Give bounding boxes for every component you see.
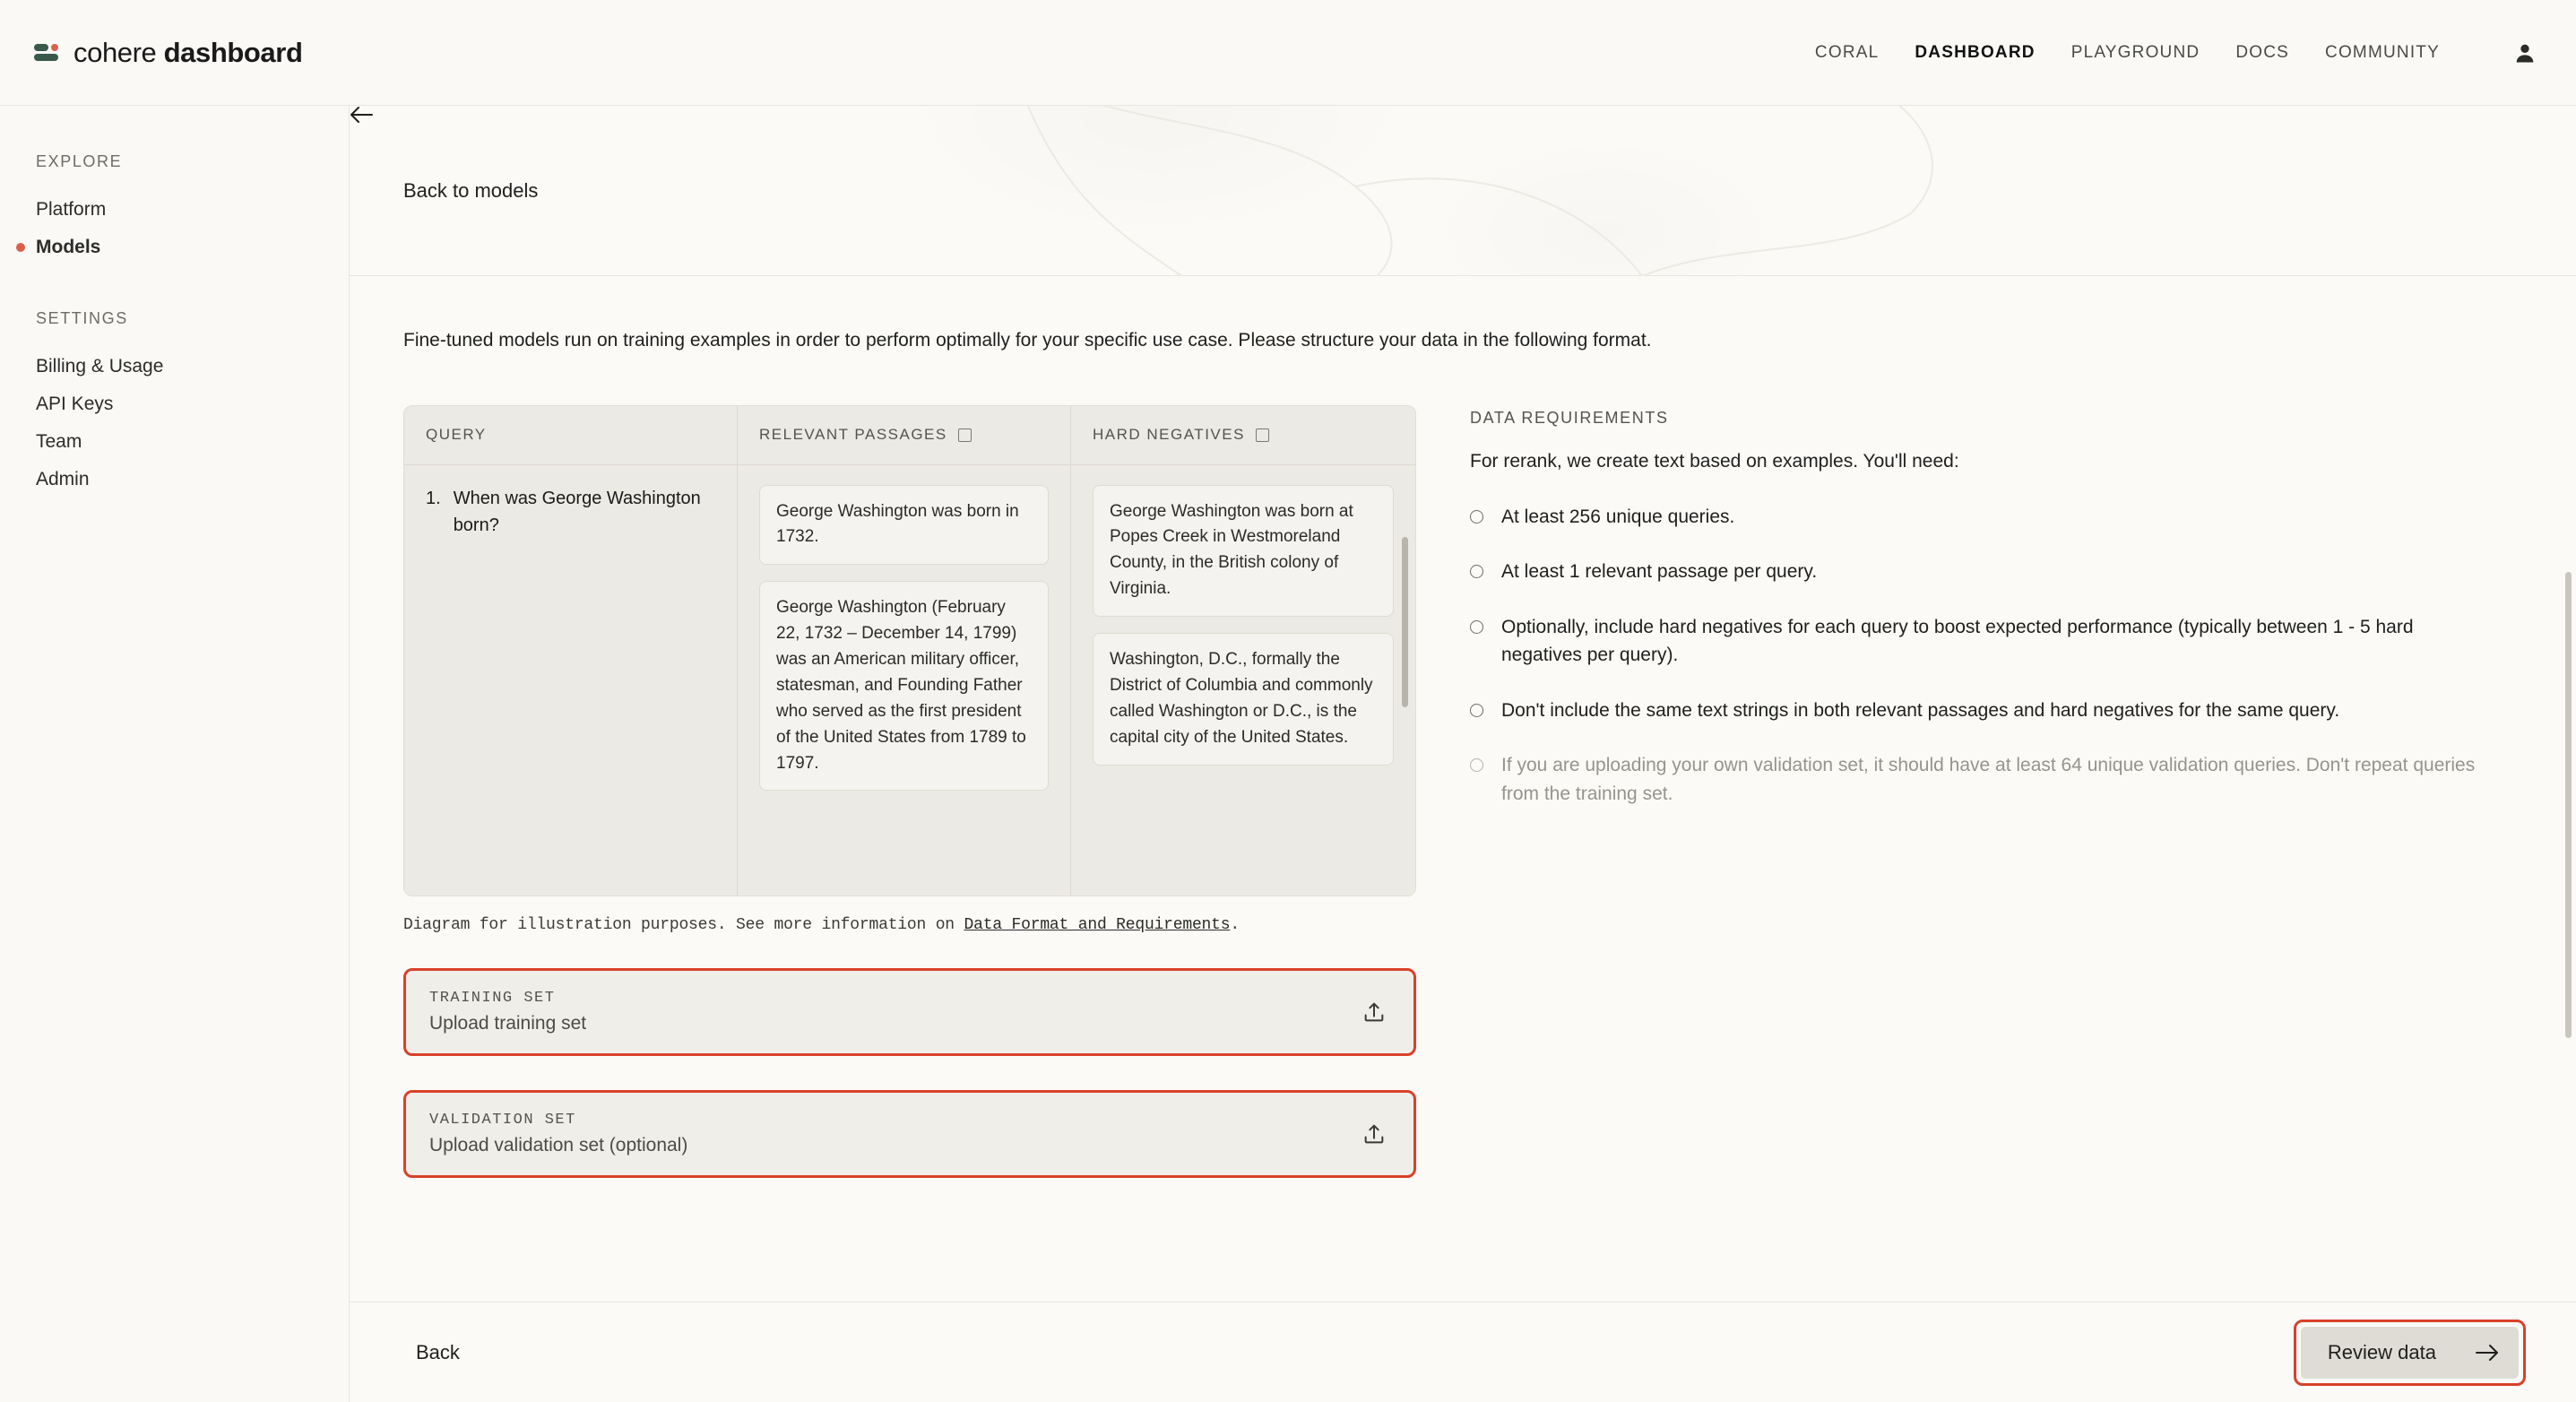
validation-set-upload[interactable]	[403, 1090, 1416, 1178]
brand-name: cohere	[73, 36, 157, 68]
requirement-item	[1470, 697, 2483, 725]
back-button[interactable]: Back	[416, 1340, 460, 1363]
table-cell-relevant-passages	[738, 465, 1071, 896]
sidebar-item-models[interactable]	[36, 229, 349, 266]
data-requirements-heading: DATA REQUIREMENTS	[1470, 408, 1669, 427]
back-to-models-link[interactable]	[403, 179, 538, 203]
table-row	[404, 465, 1415, 896]
bullet-circle-icon	[1470, 510, 1483, 524]
upload-icon[interactable]	[1361, 1000, 1387, 1025]
requirement-text: If you are uploading your own validation set, it should have at least 64 unique validation queries. Don't repeat queries from the training set.	[1501, 755, 2476, 804]
hard-negative-item: Washington, D.C., formally the District of Columbia and commonly called Washington or D.C., is the capital city of the United States.	[1093, 633, 1394, 766]
review-data-label: Review data	[2327, 1340, 2436, 1363]
table-col-relevant-passages-label: RELEVANT PASSAGES	[759, 426, 947, 443]
nav-item-docs[interactable]: DOCS	[2235, 42, 2290, 62]
validation-set-sublabel: Upload validation set (optional)	[429, 1134, 688, 1155]
hero-decorative-graphic	[350, 106, 2576, 276]
bullet-circle-icon	[1470, 620, 1483, 634]
sidebar-item-api-keys[interactable]	[36, 385, 349, 423]
nav-item-playground[interactable]: PLAYGROUND	[2070, 42, 2200, 62]
cohere-logo-icon	[34, 42, 61, 64]
training-set-sublabel: Upload training set	[429, 1012, 587, 1034]
brand-logo[interactable]	[34, 37, 302, 69]
sidebar-item-platform[interactable]	[36, 191, 349, 229]
requirement-item	[1470, 613, 2483, 670]
relevant-passage-item: George Washington was born in 1732.	[759, 485, 1049, 566]
active-indicator-dot	[16, 243, 25, 252]
requirement-item	[1470, 503, 2483, 532]
requirement-text: Optionally, include hard negatives for each query to boost expected performance (typically between 1 - 5 hard negatives per query).	[1501, 616, 2414, 665]
main-content	[350, 106, 2576, 1402]
table-col-query-label: QUERY	[426, 426, 487, 443]
main-scrollbar[interactable]	[2565, 572, 2572, 1038]
sidebar-item-admin[interactable]	[36, 461, 349, 498]
nav-item-coral[interactable]: CORAL	[1814, 42, 1880, 62]
table-scrollbar[interactable]	[1402, 537, 1408, 707]
table-col-relevant-passages	[738, 406, 1071, 464]
requirement-text: At least 256 unique queries.	[1501, 506, 1735, 527]
wizard-footer	[350, 1302, 2576, 1402]
nav-item-dashboard[interactable]: DASHBOARD	[1915, 42, 2036, 62]
nav-item-community[interactable]: COMMUNITY	[2325, 42, 2440, 62]
table-footnote-prefix: Diagram for illustration purposes. See more information on	[403, 915, 964, 934]
table-header-row	[404, 406, 1415, 465]
left-column	[403, 405, 1416, 1178]
arrow-left-icon	[350, 106, 373, 124]
table-col-hard-negatives	[1071, 406, 1415, 464]
table-cell-query	[404, 465, 738, 896]
content-area	[350, 276, 2576, 1302]
back-to-models-label: Back to models	[403, 178, 539, 202]
requirement-text: Don't include the same text strings in both relevant passages and hard negatives for the same query.	[1501, 699, 2340, 721]
data-requirements-lead: For rerank, we create text based on examples. You'll need:	[1470, 450, 1959, 472]
bullet-circle-icon	[1470, 704, 1483, 717]
sidebar-heading-explore: EXPLORE	[36, 152, 123, 170]
table-col-query	[404, 406, 738, 464]
user-avatar-icon[interactable]	[2510, 38, 2540, 68]
sidebar-item-label: Admin	[36, 469, 90, 489]
intro-text: Fine-tuned models run on training examples in order to perform optimally for your specific use case. Please structure your data in the following format.	[403, 330, 1652, 350]
sidebar-item-billing[interactable]	[36, 348, 349, 385]
brand-product: dashboard	[163, 36, 303, 68]
query-index: 1.	[426, 488, 441, 508]
copy-icon[interactable]	[958, 428, 972, 442]
table-footnote-suffix: .	[1230, 915, 1240, 934]
bullet-circle-icon	[1470, 758, 1483, 772]
data-requirements-panel	[1470, 405, 2522, 1178]
relevant-passage-item: George Washington (February 22, 1732 – December 14, 1799) was an American military officer, statesman, and Founding Father who served as the first president of the United States from 1789 to 1797.	[759, 581, 1049, 791]
table-cell-hard-negatives	[1071, 465, 1415, 896]
training-set-label: TRAINING SET	[429, 989, 556, 1007]
sidebar-item-label: Models	[36, 237, 101, 257]
sidebar-item-team[interactable]	[36, 423, 349, 461]
review-data-button[interactable]	[2301, 1327, 2519, 1379]
arrow-right-icon	[2476, 1345, 2499, 1361]
data-format-table	[403, 405, 1416, 896]
data-format-requirements-link[interactable]: Data Format and Requirements	[964, 915, 1231, 934]
training-set-upload[interactable]	[403, 968, 1416, 1056]
hard-negative-item: George Washington was born at Popes Creek in Westmoreland County, in the British colony of Virginia.	[1093, 485, 1394, 618]
requirement-text: At least 1 relevant passage per query.	[1501, 561, 1818, 582]
sidebar-item-label: API Keys	[36, 394, 114, 414]
requirement-item	[1470, 558, 2483, 586]
sidebar	[0, 106, 350, 1402]
sidebar-heading-settings: SETTINGS	[36, 309, 128, 327]
table-footnote	[403, 916, 1416, 934]
sidebar-item-label: Billing & Usage	[36, 356, 164, 376]
sidebar-item-label: Team	[36, 431, 82, 452]
table-col-hard-negatives-label: HARD NEGATIVES	[1093, 426, 1245, 443]
page-hero	[350, 106, 2576, 276]
upload-icon[interactable]	[1361, 1121, 1387, 1147]
copy-icon[interactable]	[1256, 428, 1269, 442]
requirement-item	[1470, 751, 2483, 808]
top-navigation-bar	[0, 0, 2576, 106]
sidebar-item-label: Platform	[36, 199, 107, 220]
primary-nav-links	[1815, 38, 2540, 68]
query-text: When was George Washington born?	[453, 488, 701, 535]
validation-set-label: VALIDATION SET	[429, 1111, 576, 1129]
brand-title	[73, 37, 302, 69]
review-data-highlight	[2294, 1320, 2526, 1386]
bullet-circle-icon	[1470, 565, 1483, 578]
